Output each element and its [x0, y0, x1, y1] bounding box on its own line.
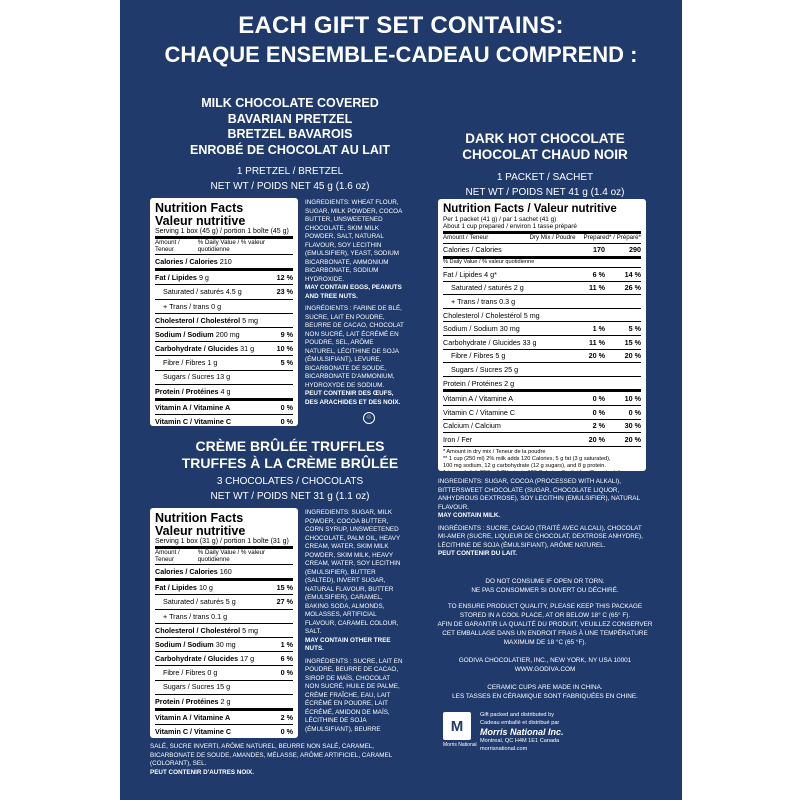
nutrition-title: Nutrition Facts	[155, 201, 244, 215]
nutrient-name: Fibre / Fibres	[163, 668, 206, 678]
allergen-fr: PEUT CONTENIR D'AUTRES NOIX.	[150, 768, 255, 776]
pretzel-title-line: BAVARIAN PRETZEL	[227, 111, 353, 126]
nutrition-header-row	[443, 234, 641, 244]
nutrition-row	[155, 300, 293, 314]
dry-mix-value: 1 %	[592, 324, 605, 334]
nutrient-name: Fat / Lipides	[155, 273, 197, 283]
nutrition-row	[155, 638, 293, 652]
notice-line: CET EMBALLAGE DANS UN ENDROIT FRAIS À UNE TEMPÉRATURE	[442, 630, 648, 637]
nutrition-row	[155, 652, 293, 666]
nutrient-label	[155, 317, 258, 324]
nutrient-name: Vitamin C / Vitamine C	[155, 727, 232, 737]
dry-mix-value: 20 %	[588, 434, 605, 444]
dry-mix-value: 170	[593, 245, 605, 255]
daily-value: 0 %	[280, 727, 293, 737]
daily-value: 15 %	[276, 583, 293, 593]
distributor-name: Morris National Inc.	[480, 727, 564, 737]
package-panel	[120, 0, 682, 800]
dry-mix-value: 6 %	[592, 269, 605, 279]
manufacturer-info	[420, 656, 670, 674]
truffles-ingredients-continued	[150, 743, 410, 777]
nutrient-name: + Trans / trans 0.1 g	[163, 611, 228, 621]
nutrient-name: Sugars / Sucres	[163, 372, 215, 382]
nutrition-row	[155, 255, 293, 271]
daily-value: 10 %	[276, 344, 293, 354]
nutrition-title: Nutrition Facts / Valeur nutritive	[443, 203, 617, 215]
amount-header: Amount / Teneur	[443, 234, 489, 241]
nutrient-name: Saturated / saturés 5 g	[163, 597, 236, 607]
allergen-en: MAY CONTAIN MILK.	[438, 512, 501, 519]
nutrient-amount: 160	[219, 566, 232, 576]
notice-line: WWW.GODIVA.COM	[514, 666, 576, 673]
nutrient-label	[155, 683, 230, 690]
footnote-line	[443, 470, 641, 471]
nutrition-row	[155, 328, 293, 342]
daily-value: 0 %	[280, 402, 293, 412]
nutrition-rows	[155, 565, 293, 738]
nutrient-amount: 10 g	[198, 583, 213, 593]
prepared-value: 290	[629, 245, 641, 255]
nutrient-name: Sugars / Sucres	[163, 682, 215, 692]
serving-size: Per 1 packet (41 g) / par 1 sachet (41 g)	[443, 215, 557, 223]
nutrient-label	[155, 627, 258, 634]
cocoa-title-line: DARK HOT CHOCOLATE	[465, 131, 625, 146]
nutrition-header-row	[155, 549, 293, 565]
prepared-value: 5 %	[628, 324, 641, 334]
storage-notice	[420, 602, 670, 647]
dv-header: % Daily Value / % valeur quotidienne	[197, 549, 266, 563]
dry-mix-value: 20 %	[588, 351, 605, 361]
daily-value: 1 %	[280, 639, 293, 649]
prepared-header: Prepared* / Préparé*	[583, 234, 641, 241]
nutrition-row	[443, 433, 641, 447]
truffles-title	[180, 438, 400, 472]
nutrient-name: Carbohydrate / Glucides	[155, 654, 239, 664]
prepared-value: 0 %	[628, 407, 641, 417]
nutrient-label	[155, 655, 254, 662]
cocoa-ingredients	[438, 478, 650, 563]
serving-size-prepared: About 1 cup prepared / environ 1 tasse préparé	[443, 223, 641, 234]
nutrient-label: Cholesterol / Cholestérol 5 mg	[443, 310, 540, 320]
nutrition-title-fr: Valeur nutritive	[155, 213, 246, 228]
dry-mix-value: 0 %	[592, 407, 605, 417]
recycle-icon: ♲	[363, 412, 375, 424]
nutrient-label: Calcium / Calcium	[443, 421, 501, 431]
truffles-title-line: CRÈME BRÛLÉE TRUFFLES	[195, 438, 385, 454]
footnote-line: ** 1 cup (250 ml) 2% milk adds 120 Calories, 5 g fat (3 g saturated),	[443, 455, 611, 462]
notice-line: TO ENSURE PRODUCT QUALITY, PLEASE KEEP THIS PACKAGE	[447, 603, 643, 610]
pretzel-title	[185, 96, 395, 158]
nutrient-amount: 210	[219, 256, 232, 266]
ingredients-en: INGREDIENTS: SUGAR, COCOA (PROCESSED WITH ALKALI), BITTERSWEET CHOCOLATE (SUGAR, CHOCOLATE LIQUOR, ANHYDROUS DEXTROSE), SOY LECITHIN (EMULSIFIER), NATURAL FLAVOUR.	[438, 478, 640, 511]
distributor-info	[480, 712, 564, 753]
truffles-nutrition-facts	[150, 508, 298, 738]
nutrient-amount: 200 mg	[215, 329, 240, 339]
cocoa-nutrition-facts	[438, 199, 646, 471]
nutrient-name: Saturated / saturés 4.5 g	[163, 287, 242, 297]
distributor-address: Montreal, QC H4M 1E1 Canada	[480, 738, 560, 744]
notice-line: LES TASSES EN CÉRAMIQUE SONT FABRIQUÉES EN CHINE.	[452, 693, 638, 700]
prepared-value: 14 %	[624, 269, 641, 279]
nutrient-name: Calories / Calories	[155, 256, 218, 266]
prepared-value: 20 %	[624, 434, 641, 444]
nutrient-amount: 17 g	[240, 654, 255, 664]
morris-logo-text: Morris National	[443, 742, 477, 748]
ingredients-fr: INGRÉDIENTS : SUCRE, LAIT EN POUDRE, BEURRE DE CACAO, SIROP DE MAÏS, CHOCOLAT NON SUCRÉ, HUILE DE PALME, CRÈME FRAÎCHE, EAU, LAIT ÉCRÉMÉ EN POUDRE, LAIT ÉCRÉMÉ, AMIDON DE MAÏS, LÉCITHINE DE SOJA (ÉMULSIFIANT), BEURRE	[305, 657, 403, 733]
nutrient-label	[155, 345, 254, 352]
daily-value: 6 %	[280, 654, 293, 664]
pretzel-ingredients	[305, 199, 405, 411]
nutrition-row	[443, 259, 641, 268]
daily-value: 2 %	[280, 712, 293, 722]
amount-header: Amount / Teneur	[155, 239, 180, 253]
nutrition-row	[155, 285, 293, 299]
nutrient-amount: 5 mg	[242, 315, 259, 325]
ingredients-en: INGREDIENTS: SUGAR, MILK POWDER, COCOA BUTTER, CORN SYRUP, UNSWEETENED CHOCOLATE, PALM OIL, HEAVY CREAM, WATER, SKIM MILK POWDER, SKIM MILK, HEAVY CREAM, WATER, SOY LECITHIN (EMULSIFIER), BUTTER (SALTED), INVERT SUGAR, NATURAL FLAVOUR, BUTTER (EMULSIFIER), CARAMEL, BAKING SODA, ALMONDS, MOLASSES, ARTIFICIAL FLAVOUR, CARAMEL COLOUR, SALT.	[305, 509, 401, 635]
nutrition-row	[443, 363, 641, 377]
serving-size: Serving 1 box (45 g) / portion 1 boîte (45 g)	[155, 227, 293, 239]
header-english: EACH GIFT SET CONTAINS:	[238, 12, 564, 39]
nutrition-row	[155, 695, 293, 711]
nutrient-label	[155, 568, 232, 575]
prepared-value: 30 %	[624, 421, 641, 431]
pretzel-title-line: ENROBÉ DE CHOCOLAT AU LAIT	[190, 142, 390, 157]
pretzel-title-line: BRETZEL BAVAROIS	[227, 127, 353, 141]
nutrient-name: + Trans / trans 0 g	[163, 301, 222, 311]
nutrient-label	[155, 698, 231, 705]
distributor-line: Gift packed and distributed by	[480, 712, 555, 718]
nutrient-label: Carbohydrate / Glucides 33 g	[443, 337, 537, 347]
nutrition-row	[443, 295, 641, 309]
pretzel-nutrition-facts	[150, 198, 298, 426]
nutrient-amount: 30 mg	[215, 639, 236, 649]
nutrient-amount: 13 g	[216, 372, 231, 382]
distributor-line: Cadeau emballé et distribué par	[480, 719, 560, 726]
nutrient-label	[155, 359, 217, 366]
nutrition-row	[443, 406, 641, 420]
nutrition-footnote	[443, 449, 641, 471]
nutrient-label	[155, 728, 231, 735]
nutrient-name: Fat / Lipides	[155, 583, 197, 593]
notice-line: CERAMIC CUPS ARE MADE IN CHINA.	[487, 684, 603, 691]
serving-size: Serving 1 box (31 g) / portion 1 boîte (31 g)	[155, 537, 293, 549]
nutrient-label	[155, 388, 231, 395]
nutrient-name: Protein / Protéines	[155, 696, 219, 706]
footnote-line: 100 mg sodium, 12 g carbohydrate (12 g sugars), and 8 g protein.	[443, 462, 606, 469]
nutrient-label	[155, 258, 232, 265]
cocoa-title-line: CHOCOLAT CHAUD NOIR	[462, 147, 628, 162]
nutrition-row	[443, 392, 641, 406]
nutrition-row	[443, 268, 641, 282]
nutrient-name: Calories / Calories	[155, 566, 218, 576]
nutrition-row	[155, 342, 293, 356]
nutrient-name: Vitamin A / Vitamine A	[155, 402, 231, 412]
nutrient-label: Fibre / Fibres 5 g	[451, 351, 506, 361]
nutrition-title-fr: Valeur nutritive	[155, 523, 246, 538]
nutrition-row	[155, 725, 293, 738]
nutrition-row	[155, 401, 293, 415]
daily-value: 5 %	[280, 358, 293, 368]
morris-national-logo: M	[443, 712, 471, 740]
nutrient-name: Sodium / Sodium	[155, 329, 214, 339]
allergen-fr: PEUT CONTENIR DES ŒUFS, DES ARACHIDES ET DES NOIX.	[305, 390, 401, 406]
nutrient-label: Vitamin C / Vitamine C	[443, 407, 516, 417]
nutrition-row	[443, 282, 641, 296]
nutrient-amount: 2 g	[220, 696, 231, 706]
nutrition-row	[155, 371, 293, 385]
ingredients-fr: INGRÉDIENTS : FARINE DE BLÉ, SUCRE, LAIT EN POUDRE, BEURRE DE CACAO, CHOCOLAT NON SUCRÉ, LAIT ÉCRÉMÉ EN POUDRE, SEL, ARÔME NATUREL, LÉCITHINE DE SOJA (ÉMULSIFIANT), LEVURE, BICARBONATE DE SOUDE, BICARBONATE D'AMMONIUM, HYDROXYDE DE SODIUM.	[305, 305, 404, 389]
nutrition-row	[155, 610, 293, 624]
daily-value: 9 %	[280, 329, 293, 339]
truffles-ingredients	[305, 509, 405, 738]
distributor-web: morrisnational.com	[480, 745, 528, 752]
nutrient-label	[155, 669, 217, 676]
nutrient-name: Carbohydrate / Glucides	[155, 344, 239, 354]
nutrient-amount: 0 g	[207, 668, 218, 678]
notice-line: NE PAS CONSOMMER SI OUVERT OU DÉCHIRÉ.	[471, 587, 619, 594]
nutrition-header-row	[155, 239, 293, 255]
nutrition-title: Nutrition Facts	[155, 511, 244, 525]
nutrient-label: Calories / Calories	[443, 245, 502, 255]
dry-mix-value: 11 %	[589, 337, 605, 347]
nutrient-label: Fat / Lipides 4 g*	[443, 269, 497, 279]
nutrient-label	[155, 641, 236, 648]
prepared-value: 20 %	[624, 351, 641, 361]
nutrient-label: + Trans / trans 0.3 g	[451, 296, 516, 306]
prepared-value: 15 %	[624, 337, 641, 347]
nutrient-label	[155, 373, 230, 380]
nutrition-row	[443, 377, 641, 393]
dry-mix-value: 0 %	[592, 394, 605, 404]
nutrient-amount: 5 mg	[242, 625, 259, 635]
nutrient-label	[155, 274, 209, 281]
nutrient-label: Saturated / saturés 2 g	[451, 283, 524, 293]
pretzel-count: 1 PRETZEL / BRETZEL	[236, 166, 344, 177]
nutrient-name: Sodium / Sodium	[155, 639, 214, 649]
nutrient-amount: 1 g	[207, 358, 218, 368]
nutrition-row	[155, 385, 293, 401]
daily-value: 27 %	[276, 597, 293, 607]
nutrition-row	[155, 314, 293, 328]
nutrient-label	[155, 714, 230, 721]
nutrient-label: Vitamin A / Vitamine A	[443, 394, 514, 404]
notice-line: DO NOT CONSUME IF OPEN OR TORN.	[485, 578, 605, 585]
daily-value: 23 %	[276, 287, 293, 297]
nutrient-name: Cholesterol / Cholestérol	[155, 625, 241, 635]
ingredients-fr-continued: SALÉ, SUCRE INVERTI, ARÔME NATUREL, BEURRE NON SALÉ, CARAMEL, BICARBONATE DE SOUDE, AMANDES, MÉLASSE, ARÔME ARTIFICIEL, CARAMEL (COLORANT), SEL.	[150, 743, 393, 767]
nutrient-label	[155, 613, 227, 620]
dry-mix-value: 2 %	[592, 421, 605, 431]
nutrition-row	[155, 624, 293, 638]
truffles-count: 3 CHOCOLATES / CHOCOLATS	[216, 476, 364, 487]
nutrition-row	[443, 350, 641, 364]
nutrient-label: % Daily Value / % valeur quotidienne	[443, 259, 535, 266]
nutrient-label	[155, 288, 242, 295]
daily-value: 0 %	[280, 668, 293, 678]
allergen-en: MAY CONTAIN EGGS, PEANUTS AND TREE NUTS.	[305, 284, 402, 300]
nutrition-row	[443, 336, 641, 350]
nutrition-row	[155, 356, 293, 370]
nutrition-row	[443, 309, 641, 323]
cocoa-weight: NET WT / POIDS NET 41 g (1.4 oz)	[465, 187, 625, 198]
pretzel-weight: NET WT / POIDS NET 45 g (1.6 oz)	[210, 181, 370, 192]
open-warning	[420, 577, 670, 595]
nutrition-row	[155, 595, 293, 609]
cups-origin	[420, 683, 670, 701]
nutrition-row	[155, 666, 293, 680]
amount-header: Amount / Teneur	[155, 549, 180, 563]
nutrition-row	[443, 322, 641, 336]
nutrient-name: Vitamin C / Vitamine C	[155, 417, 232, 426]
daily-value: 12 %	[276, 273, 293, 283]
nutrient-amount: 4 g	[220, 386, 231, 396]
nutrient-label: Protein / Protéines 2 g	[443, 378, 515, 388]
dry-mix-value: 11 %	[589, 283, 605, 293]
nutrition-row	[155, 581, 293, 595]
footnote-line: * Amount in dry mix / Teneur de la poudre	[443, 448, 546, 455]
ingredients-en: INGREDIENTS: WHEAT FLOUR, SUGAR, MILK POWDER, COCOA BUTTER, UNSWEETENED CHOCOLATE, SKIM MILK POWDER, SALT, NATURAL FLAVOUR, SOY LECITHIN (EMULSIFIER), YEAST, SODIUM BICARBONATE, AMMONIUM BICARBONATE, SODIUM HYDROXIDE.	[305, 199, 402, 283]
pretzel-meta	[185, 164, 395, 194]
nutrient-label: Sugars / Sucres 25 g	[451, 364, 519, 374]
prepared-value: 10 %	[624, 394, 641, 404]
notice-line: STORED IN A COOL PLACE, AT OR BELOW 18° C (65° F).	[459, 612, 631, 619]
nutrition-row	[155, 681, 293, 695]
header-french: CHAQUE ENSEMBLE-CADEAU COMPREND :	[164, 42, 638, 67]
nutrient-label: Iron / Fer	[443, 434, 473, 444]
nutrition-row	[443, 244, 641, 260]
nutrient-name: Protein / Protéines	[155, 386, 219, 396]
cocoa-count: 1 PACKET / SACHET	[496, 172, 594, 183]
notice-line: GODIVA CHOCOLATIER, INC., NEW YORK, NY USA 10001	[458, 657, 632, 664]
nutrient-label	[155, 584, 213, 591]
notice-line: AFIN DE GARANTIR LA QUALITÉ DU PRODUIT, VEUILLEZ CONSERVER	[437, 621, 653, 628]
nutrition-row	[155, 711, 293, 725]
nutrition-rows	[155, 255, 293, 426]
notice-line: MAXIMUM DE 18 °C (65 °F).	[503, 639, 587, 646]
nutrient-amount: 31 g	[240, 344, 255, 354]
truffles-weight: NET WT / POIDS NET 31 g (1.1 oz)	[210, 491, 370, 502]
cocoa-meta	[430, 170, 660, 200]
nutrient-label: Sodium / Sodium 30 mg	[443, 324, 520, 334]
allergen-en: MAY CONTAIN OTHER TREE NUTS.	[305, 636, 391, 652]
nutrient-label	[155, 418, 231, 425]
nutrition-row	[155, 565, 293, 581]
dv-header: % Daily Value / % valeur quotidienne	[197, 239, 266, 253]
cocoa-title	[430, 131, 660, 163]
truffles-title-line: TRUFFES À LA CRÈME BRÛLÉE	[181, 455, 399, 471]
nutrient-label	[155, 404, 230, 411]
nutrient-amount: 9 g	[198, 273, 209, 283]
allergen-fr: PEUT CONTENIR DU LAIT.	[438, 550, 518, 557]
prepared-value: 26 %	[624, 283, 641, 293]
nutrition-row	[155, 415, 293, 426]
daily-value: 0 %	[280, 417, 293, 426]
nutrient-name: Vitamin A / Vitamine A	[155, 712, 231, 722]
nutrient-amount: 15 g	[216, 682, 231, 692]
ingredients-fr: INGRÉDIENTS : SUCRE, CACAO (TRAITÉ AVEC ALCALI), CHOCOLAT MI-AMER (SUCRE, LIQUEUR DE CHOCOLAT, DEXTROSE ANHYDRE), LÉCITHINE DE SOJA (ÉMULSIFIANT), ARÔME NATUREL.	[438, 524, 643, 549]
nutrient-label	[155, 331, 240, 338]
nutrition-row	[443, 420, 641, 434]
dry-mix-header: Dry Mix / Poudre	[529, 234, 576, 241]
nutrient-name: Cholesterol / Cholestérol	[155, 315, 241, 325]
pretzel-title-line: MILK CHOCOLATE COVERED	[201, 96, 379, 110]
nutrient-label	[155, 598, 236, 605]
nutrition-row	[155, 271, 293, 285]
nutrition-rows	[443, 244, 641, 447]
nutrient-name: Fibre / Fibres	[163, 358, 206, 368]
nutrient-label	[155, 303, 221, 310]
truffles-meta	[180, 474, 400, 504]
